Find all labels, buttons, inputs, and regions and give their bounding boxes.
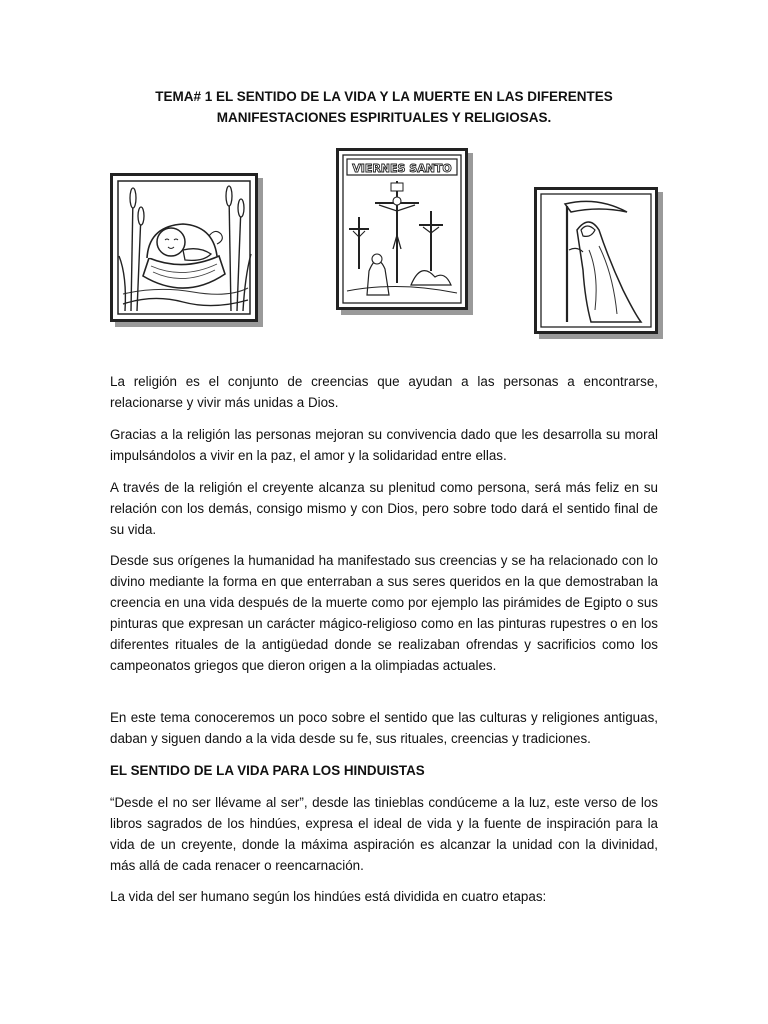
moses-basket-drawing [113,176,255,319]
section-heading: EL SENTIDO DE LA VIDA PARA LOS HINDUISTAS [110,763,425,778]
page-title [110,86,658,128]
viernes-santo-illustration [336,148,468,310]
death-scythe-illustration [534,187,658,334]
paragraph-2: Gracias a la religión las personas mejoran su convivencia dado que les desarrolla su moral impulsándolos a vivir en la paz, el amor y la solidaridad entre ellas. [110,427,658,463]
paragraph-1: La religión es el conjunto de creencias que ayudan a las personas a encontrarse, relacionarse y vivir más unidas a Dios. [110,374,658,410]
title-line-1: TEMA# 1 EL SENTIDO DE LA VIDA Y LA MUERTE EN LAS DIFERENTES [155,89,613,104]
paragraph-3: A través de la religión el creyente alcanza su plenitud como persona, será más feliz en su relación con los demás, consigo mismo y con Dios, pero sobre todo dará el sentido final de su vida. [110,480,658,537]
moses-basket-illustration [110,173,258,322]
section-paragraph-1: “Desde el no ser llévame al ser”, desde las tinieblas condúceme a la luz, este verso de los libros sagrados de los hindúes, expresa el ideal de vida y la fuente de inspiración para la vida de un creyente, donde la máxima aspiración es alcanzar la unidad con la divinidad, más allá de cada renacer o reencarnación. [110,795,658,873]
viernes-santo-banner: VIERNES SANTO [352,162,452,175]
paragraph-4: Desde sus orígenes la humanidad ha manifestado sus creencias y se ha relacionado con lo divino mediante la forma en que enterraban a sus seres queridos en la que demostraban la creencia en una vida después de la muerte como por ejemplo las pirámides de Egipto o sus pinturas que expresan un carácter mágico-religioso como en las pinturas rupestres o en los diferentes rituales de la antigüedad donde se realizaban ofrendas y sacrificios como los campeonatos griegos que dieron origen a la olimpiadas actuales. [110,553,658,673]
paragraph-5: En este tema conoceremos un poco sobre el sentido que las culturas y religiones antiguas, daban y siguen dando a la vida desde su fe, sus rituales, creencias y tradiciones. [110,710,658,746]
section-paragraph-2: La vida del ser humano según los hindúes está dividida en cuatro etapas: [110,889,547,904]
viernes-santo-drawing [339,151,465,307]
title-line-2: MANIFESTACIONES ESPIRITUALES Y RELIGIOSAS. [216,110,552,125]
death-scythe-drawing [537,190,655,331]
